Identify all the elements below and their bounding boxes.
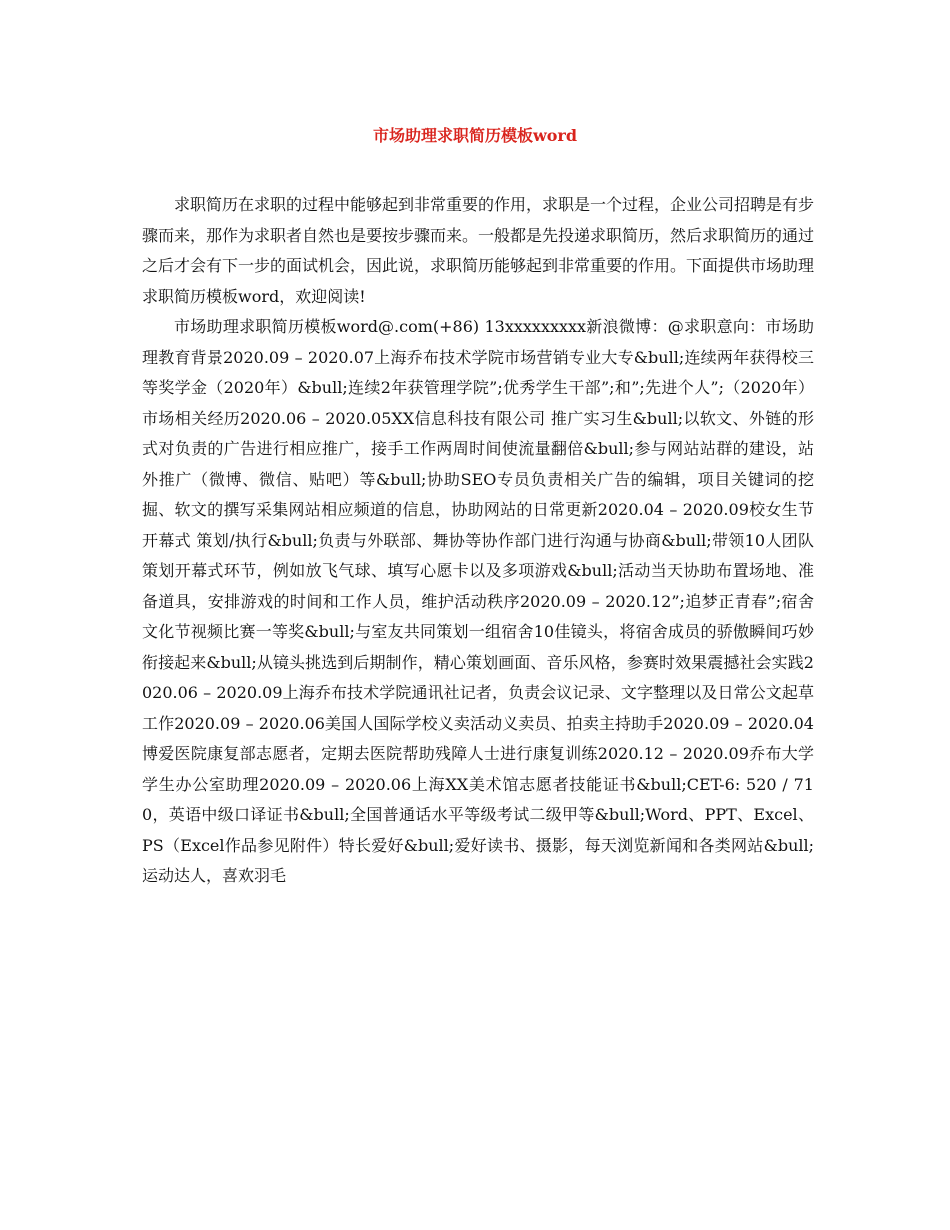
document-title: 市场助理求职简历模板word	[372, 126, 578, 145]
intro-paragraph: 求职简历在求职的过程中能够起到非常重要的作用，求职是一个过程，企业公司招聘是有步骤而来，那作为求职者自然也是要按步骤而来。一般都是先投递求职简历，然后求职简历的通过之后才会有下一步的面试机会，因此说，求职简历能够起到非常重要的作用。下面提供市场助理求职简历模板word，欢迎阅读!	[142, 195, 815, 306]
document-body	[142, 190, 814, 892]
resume-paragraph: 市场助理求职简历模板word@.com(+86) 13xxxxxxxxx新浪微博：@求职意向：市场助理教育背景2020.09 – 2020.07上海乔布技术学院市场营销专业大专&bull;连续两年获得校三等奖学金（2020年）&bull;连续2年获管理学院”;优秀学生干部”;和”;先进个人”;（2020年）市场相关经历2020.06 – 2020.05XX信息科技有限公司 推广实习生&bull;以软文、外链的形式对负责的广告进行相应推广，接手工作两周时间使流量翻倍&bull;参与网站站群的建设，站外推广（微博、微信、贴吧）等&bull;协助SEO专员负责相关广告的编辑，项目关键词的挖掘、软文的撰写采集网站相应频道的信息，协助网站的日常更新2020.04 – 2020.09校女生节开幕式 策划/执行&bull;负责与外联部、舞协等协作部门进行沟通与协商&bull;带领10人团队策划开幕式环节，例如放飞气球、填写心愿卡以及多项游戏&bull;活动当天协助布置场地、准备道具，安排游戏的时间和工作人员，维护活动秩序2020.09 – 2020.12”;追梦正青春”;宿舍文化节视频比赛一等奖&bull;与室友共同策划一组宿舍10佳镜头，将宿舍成员的骄傲瞬间巧妙衔接起来&bull;从镜头挑选到后期制作，精心策划画面、音乐风格，参赛时效果震撼社会实践2020.06 – 2020.09上海乔布技术学院通讯社记者，负责会议记录、文字整理以及日常公文起草工作2020.09 – 2020.06美国人国际学校义卖活动义卖员、拍卖主持助手2020.09 – 2020.04博爱医院康复部志愿者，定期去医院帮助残障人士进行康复训练2020.12 – 2020.09乔布大学学生办公室助理2020.09 – 2020.06上海XX美术馆志愿者技能证书&bull;CET-6: 520 / 710，英语中级口译证书&bull;全国普通话水平等级考试二级甲等&bull;Word、PPT、Excel、PS（Excel作品参见附件）特长爱好&bull;爱好读书、摄影，每天浏览新闻和各类网站&bull;运动达人，喜欢羽毛	[142, 317, 814, 885]
